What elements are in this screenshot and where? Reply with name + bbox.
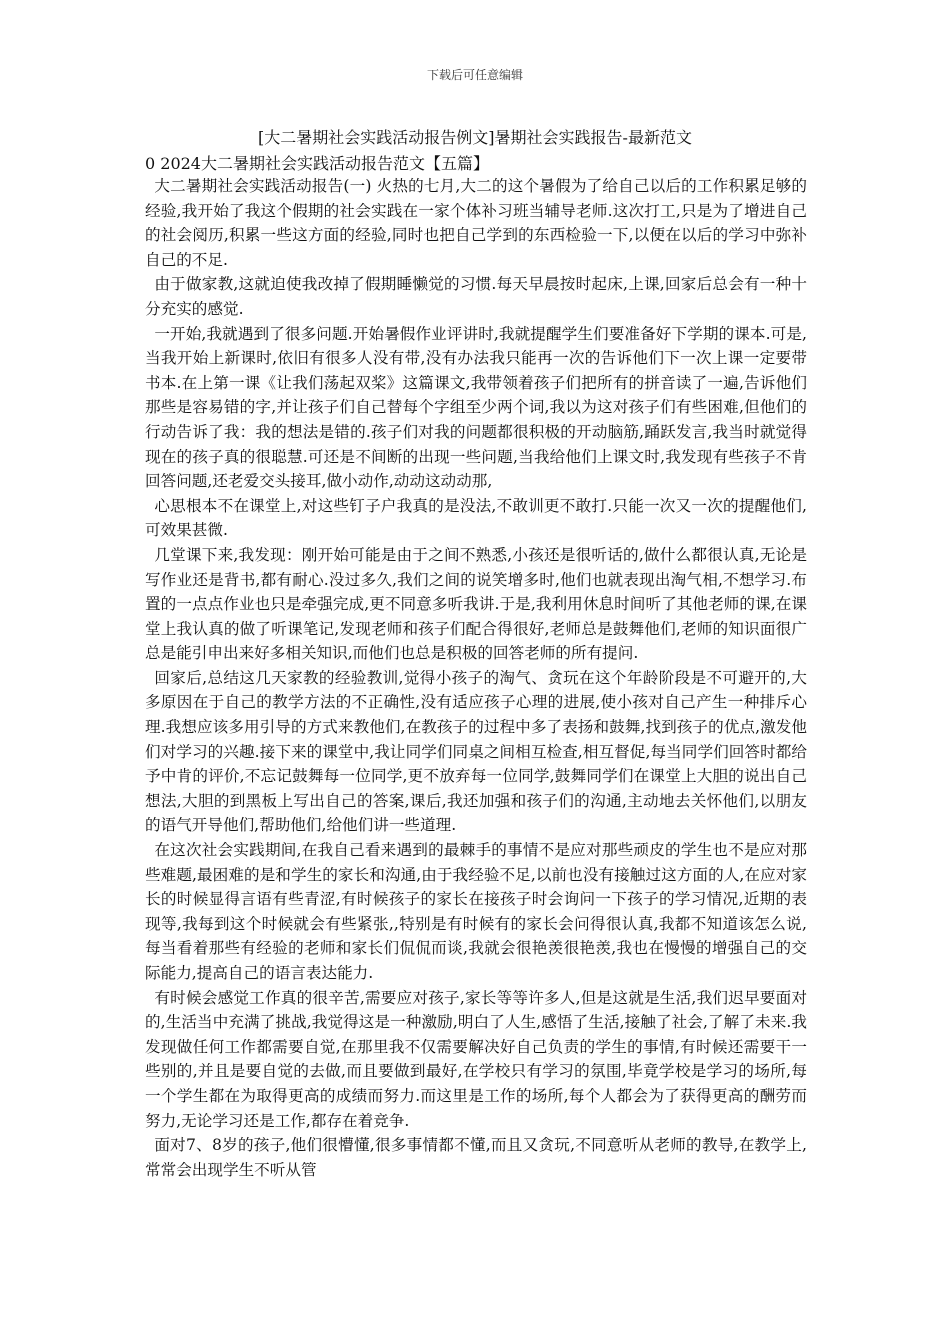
paragraph: 一开始,我就遇到了很多问题.开始暑假作业评讲时,我就提醒学生们要准备好下学期的课本.可是,当我开始上新课时,依旧有很多人没有带,没有办法我只能再一次的告诉他们下一次上课一定要带书本.在上第一课《让我们荡起双桨》这篇课文,我带领着孩子们把所有的拼音读了一遍,告诉他们那些是容易错的字,并让孩子们自己替每个字组至少两个词,我以为这对孩子们有些困难,但他们的行动告诉了我：我的想法是错的.孩子们对我的问题都很积极的开动脑筋,踊跃发言,我当时就觉得现在的孩子真的很聪慧.可还是不间断的出现一些问题,当我给他们上课文时,我发现有些孩子不肯回答问题,还老爱交头接耳,做小动作,动动这动动那, [145, 324, 807, 491]
paragraph: 回家后,总结这几天家教的经验教训,觉得小孩子的淘气、贪玩在这个年龄阶段是不可避开的,大多原因在于自己的教学方法的不正确性,没有适应孩子心理的进展,使小孩对自己产生一种排斥心理.我想应该多用引导的方式来教他们,在教孩子的过程中多了表扬和鼓舞,找到孩子的优点,激发他们对学习的兴趣.接下来的课堂中,我让同学们同桌之间相互检查,相互督促,每当同学们回答时都给予中肯的评价,不忘记鼓舞每一位同学,更不放弃每一位同学,鼓舞同学们在课堂上大胆的说出自己想法,大胆的到黑板上写出自己的答案,课后,我还加强和孩子们的沟通,主动地去关怀他们,以朋友的语气开导他们,帮助他们,给他们讲一些道理. [145, 668, 807, 835]
document-title: [大二暑期社会实践活动报告例文]暑期社会实践报告-最新范文 [258, 128, 692, 147]
paragraph: 有时候会感觉工作真的很辛苦,需要应对孩子,家长等等许多人,但是这就是生活,我们迟早要面对的,生活当中充满了挑战,我觉得这是一种激励,明白了人生,感悟了生活,接触了社会,了解了未来.我发现做任何工作都需要自觉,在那里我不仅需要解决好自己负责的学生的事情,有时候还需要干一些别的,并且是要自觉的去做,而且要做到最好,在学校只有学习的氛围,毕竟学校是学习的场所,每一个学生都在为取得更高的成绩而努力.而这里是工作的场所,每个人都会为了获得更高的酬劳而努力,无论学习还是工作,都存在着竞争. [145, 988, 807, 1130]
paragraph: 几堂课下来,我发现：刚开始可能是由于之间不熟悉,小孩还是很听话的,做什么都很认真,无论是写作业还是背书,都有耐心.没过多久,我们之间的说笑增多时,他们也就表现出淘气相,不想学习.布置的一点点作业也只是牵强完成,更不同意多听我讲.于是,我利用休息时间听了其他老师的课,在课堂上我认真的做了听课笔记,发现老师和孩子们配合得很好,老师总是鼓舞他们,老师的知识面很广总是能引申出来好多相关知识,而他们也总是积极的回答老师的所有提问. [145, 545, 807, 663]
paragraph: 在这次社会实践期间,在我自己看来遇到的最棘手的事情不是应对那些顽皮的学生也不是应对那些难题,最困难的是和学生的家长和沟通,由于我经验不足,以前也没有接触过这方面的人,在应对家长的时候显得言语有些青涩,有时候孩子的家长在接孩子时会询问一下孩子的学习情况,近期的表现等,我每到这个时候就会有些紧张,,特别是有时候有的家长会问得很认真,我都不知道该怎么说,每当看着那些有经验的老师和家长们侃侃而谈,我就会很艳羡很艳羡,我也在慢慢的增强自己的交际能力,提高自己的语言表达能力. [145, 841, 807, 982]
document-body [145, 174, 807, 1182]
paragraph: 面对7、8岁的孩子,他们很懵懂,很多事情都不懂,而且又贪玩,不同意听从老师的教导,在教学上,常常会出现学生不听从管 [145, 1136, 807, 1179]
paragraph: 由于做家教,这就迫使我改掉了假期睡懒觉的习惯.每天早晨按时起床,上课,回家后总会有一种十分充实的感觉. [145, 275, 807, 318]
page-header: 下载后可任意编辑 [426, 68, 523, 82]
document-subtitle: 0 2024大二暑期社会实践活动报告范文【五篇】 [145, 154, 489, 173]
paragraph: 大二暑期社会实践活动报告(一) 火热的七月,大二的这个暑假为了给自己以后的工作积累足够的经验,我开始了我这个假期的社会实践在一家个体补习班当辅导老师.这次打工,只是为了增进自己的社会阅历,积累一些这方面的经验,同时也把自己学到的东西检验一下,以便在以后的学习中弥补自己的不足. [145, 177, 807, 269]
paragraph: 心思根本不在课堂上,对这些钉子户我真的是没法,不敢训更不敢打.只能一次又一次的提醒他们,可效果甚微. [145, 496, 807, 540]
